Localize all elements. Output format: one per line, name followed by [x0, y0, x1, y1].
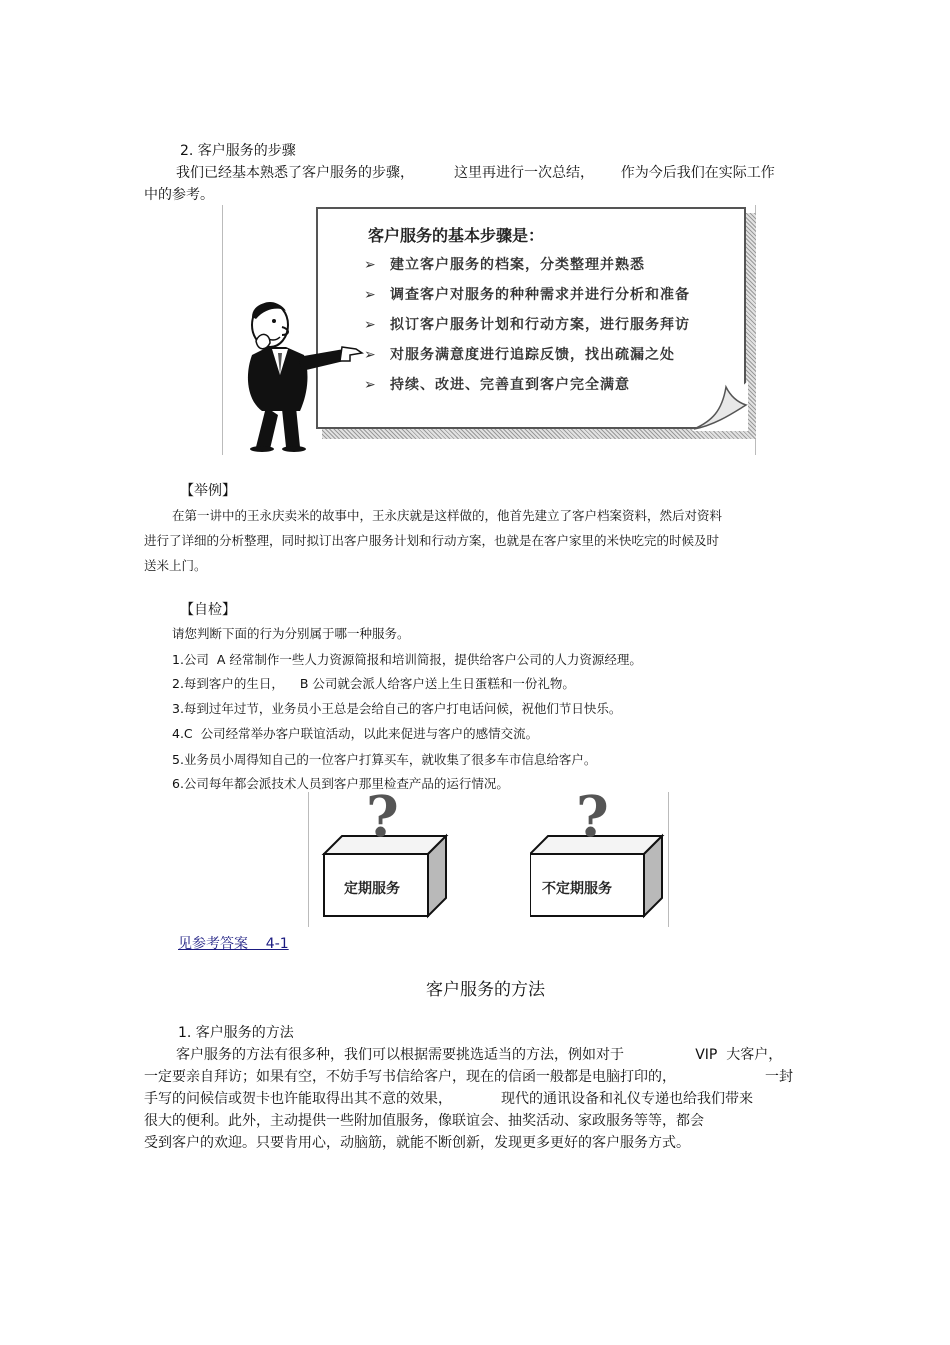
service-type-figure	[308, 784, 670, 927]
selfcheck-item: 2.每到客户的生日， B 公司就会派人给客户送上生日蛋糕和一份礼物。	[172, 676, 575, 691]
selfcheck-heading: 【自检】	[180, 602, 236, 618]
page-curl-icon	[692, 381, 748, 431]
box-label: 定期服务	[344, 881, 400, 897]
selfcheck-item: 1.公司 A 经常制作一些人力资源简报和培训简报，提供给客户公司的人力资源经理。	[172, 652, 642, 667]
intro-paragraph-line: 我们已经基本熟悉了客户服务的步骤， 这里再进行一次总结， 作为今后我们在实际工作	[176, 165, 775, 181]
figure-frame-edge	[222, 205, 223, 455]
arrow-bullet-icon: ➢	[364, 257, 377, 273]
section-heading: 2. 客户服务的步骤	[180, 143, 296, 159]
step-item: ➢ 拟订客户服务计划和行动方案，进行服务拜访	[364, 317, 690, 333]
arrow-bullet-icon: ➢	[364, 287, 377, 303]
selfcheck-item: 5.业务员小周得知自己的一位客户打算买车，就收集了很多车市信息给客户。	[172, 752, 597, 767]
selfcheck-item: 3.每到过年过节，业务员小王总是会给自己的客户打电话问候，祝他们节日快乐。	[172, 701, 622, 716]
card-title: 客户服务的基本步骤是：	[368, 226, 545, 245]
methods-paragraph-line: 受到客户的欢迎。只要肯用心，动脑筋，就能不断创新，发现更多更好的客户服务方式。	[144, 1135, 690, 1151]
arrow-bullet-icon: ➢	[364, 317, 377, 333]
steps-card	[316, 207, 746, 429]
methods-paragraph-line: 手写的问候信或贺卡也许能取得出其不意的效果， 现代的通讯设备和礼仪专递也给我们带来	[144, 1091, 753, 1107]
box-label: 不定期服务	[542, 881, 612, 897]
selfcheck-item: 4.C 公司经常举办客户联谊活动，以此来促进与客户的感情交流。	[172, 726, 539, 741]
section-title: 客户服务的方法	[426, 980, 545, 1000]
step-item: ➢ 对服务满意度进行追踪反馈，找出疏漏之处	[364, 347, 675, 363]
arrow-bullet-icon: ➢	[364, 347, 377, 363]
methods-paragraph-line: 一定要亲自拜访；如果有空，不妨手写书信给客户，现在的信函一般都是电脑打印的， 一封	[144, 1069, 794, 1085]
question-mark-icon: ?	[366, 784, 399, 850]
mystery-box-left	[314, 784, 464, 924]
arrow-bullet-icon: ➢	[364, 377, 377, 393]
pointing-businessman-icon	[226, 297, 366, 453]
step-item: ➢ 调查客户对服务的种种需求并进行分析和准备	[364, 287, 690, 303]
mystery-box-right	[530, 784, 680, 924]
figure-frame-edge	[308, 792, 309, 927]
step-item: ➢ 持续、改进、完善直到客户完全满意	[364, 377, 630, 393]
service-steps-figure	[222, 205, 757, 455]
intro-paragraph-line: 中的参考。	[144, 187, 214, 203]
example-heading: 【举例】	[180, 483, 236, 499]
step-item: ➢ 建立客户服务的档案，分类整理并熟悉	[364, 257, 645, 273]
example-paragraph-line: 进行了详细的分析整理，同时拟订出客户服务计划和行动方案，也就是在客户家里的米快吃完的时候及时	[144, 533, 720, 548]
answer-reference-link[interactable]: 见参考答案 4-1	[178, 936, 289, 952]
example-paragraph-line: 送米上门。	[144, 558, 207, 573]
methods-paragraph-line: 客户服务的方法有很多种，我们可以根据需要挑选适当的方法，例如对于 VIP 大客户，	[176, 1047, 783, 1063]
methods-subheading: 1. 客户服务的方法	[178, 1025, 294, 1041]
example-paragraph-line: 在第一讲中的王永庆卖米的故事中，王永庆就是这样做的，他首先建立了客户档案资料，然后对资料	[172, 508, 723, 523]
question-mark-icon: ?	[576, 784, 609, 850]
selfcheck-item: 6.公司每年都会派技术人员到客户那里检查产品的运行情况。	[172, 776, 509, 791]
selfcheck-prompt: 请您判断下面的行为分别属于哪一种服务。	[172, 626, 410, 641]
methods-paragraph-line: 很大的便利。此外，主动提供一些附加值服务，像联谊会、抽奖活动、家政服务等等，都会	[144, 1113, 704, 1129]
